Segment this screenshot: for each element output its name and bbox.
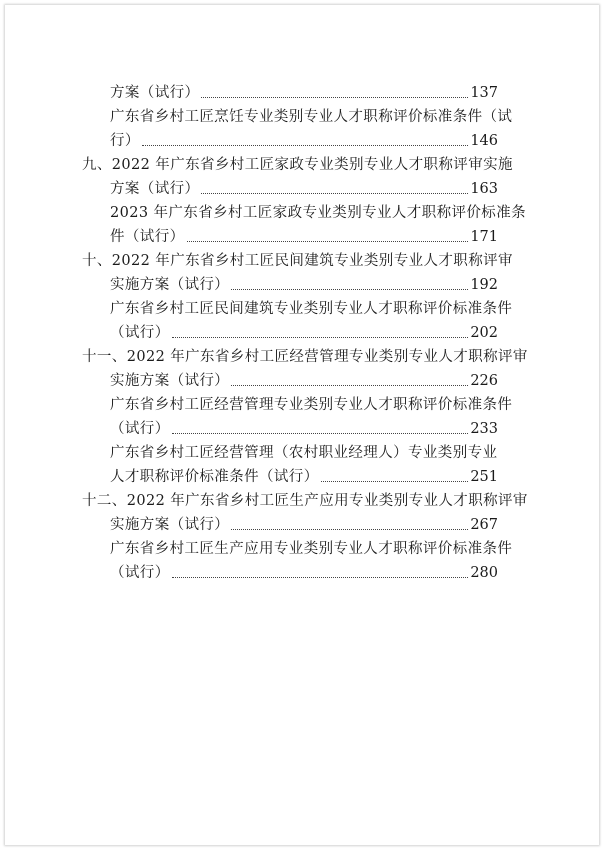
toc-entry-text: 十二、2022 年广东省乡村工匠生产应用专业类别专业人才职称评审 <box>82 493 528 509</box>
toc-entry-text: 方案（试行） <box>110 85 200 101</box>
toc-entry-text: 广东省乡村工匠经营管理（农村职业经理人）专业类别专业 <box>110 445 498 461</box>
toc-entry-line1[interactable] <box>82 486 528 510</box>
toc-entry-text: 十、2022 年广东省乡村工匠民间建筑专业类别专业人才职称评审 <box>82 253 513 269</box>
toc-leader-dots <box>172 337 469 338</box>
toc-leader-dots <box>321 481 469 482</box>
toc-entry-line1[interactable] <box>82 342 528 366</box>
toc-entry-text: 实施方案（试行） <box>110 517 230 533</box>
toc-page-number: 171 <box>470 229 498 245</box>
toc-entry-text: （试行） <box>110 325 170 341</box>
toc-page-number: 226 <box>470 373 498 389</box>
toc-entry-text: 行） <box>110 133 140 149</box>
toc-page-number: 146 <box>470 133 498 149</box>
toc-entry-text: （试行） <box>110 421 170 437</box>
toc-entry-text: 实施方案（试行） <box>110 373 230 389</box>
toc-entry-text: 广东省乡村工匠生产应用专业类别专业人才职称评价标准条件 <box>110 541 513 557</box>
toc-entry-continuation[interactable] <box>110 78 498 102</box>
document-page <box>5 5 599 845</box>
toc-leader-dots <box>172 577 469 578</box>
toc-leader-dots <box>201 97 468 98</box>
toc-entry-text: 方案（试行） <box>110 181 200 197</box>
toc-leader-dots <box>231 529 468 530</box>
toc-page-number: 251 <box>470 469 498 485</box>
toc-entry-line1[interactable] <box>82 246 513 270</box>
toc-entry-line2[interactable] <box>110 318 498 342</box>
toc-entry-line1[interactable] <box>82 150 513 174</box>
toc-page-number: 192 <box>470 277 498 293</box>
toc-entry-line2[interactable] <box>110 270 498 294</box>
toc-entry-text: （试行） <box>110 565 170 581</box>
toc-entry-line1[interactable] <box>110 438 497 462</box>
toc-entry-line1[interactable] <box>110 102 512 126</box>
toc-entry-line1[interactable] <box>110 390 512 414</box>
toc-page-number: 233 <box>470 421 498 437</box>
toc-page-number: 280 <box>470 565 498 581</box>
toc-leader-dots <box>187 241 469 242</box>
toc-leader-dots <box>231 289 468 290</box>
toc-entry-line2[interactable] <box>110 222 498 246</box>
toc-entry-text: 实施方案（试行） <box>110 277 230 293</box>
toc-entry-text: 十一、2022 年广东省乡村工匠经营管理专业类别专业人才职称评审 <box>82 349 528 365</box>
toc-leader-dots <box>142 145 469 146</box>
toc-entry-line2[interactable] <box>110 462 498 486</box>
toc-leader-dots <box>201 193 468 194</box>
toc-leader-dots <box>172 433 469 434</box>
toc-entry-line1[interactable] <box>110 294 512 318</box>
toc-entry-text: 2023 年广东省乡村工匠家政专业类别专业人才职称评价标准条 <box>110 205 527 221</box>
toc-entry-line2[interactable] <box>110 510 498 534</box>
toc-page-number: 137 <box>470 85 498 101</box>
toc-entry-text: 广东省乡村工匠民间建筑专业类别专业人才职称评价标准条件 <box>110 301 513 317</box>
toc-entry-text: 广东省乡村工匠烹饪专业类别专业人才职称评价标准条件（试 <box>110 109 513 125</box>
toc-entry-line1[interactable] <box>110 534 512 558</box>
toc-entry-text: 九、2022 年广东省乡村工匠家政专业类别专业人才职称评审实施 <box>82 157 513 173</box>
toc-page-number: 202 <box>470 325 498 341</box>
toc-entry-line2[interactable] <box>110 558 498 582</box>
toc-entry-line2[interactable] <box>110 414 498 438</box>
toc-entry-line2[interactable] <box>110 366 498 390</box>
toc-page-number: 267 <box>470 517 498 533</box>
toc-entry-text: 人才职称评价标准条件（试行） <box>110 469 319 485</box>
toc-entry-text: 广东省乡村工匠经营管理专业类别专业人才职称评价标准条件 <box>110 397 513 413</box>
toc-entry-line2[interactable] <box>110 126 498 150</box>
toc-leader-dots <box>231 385 468 386</box>
toc-entry-line2[interactable] <box>110 174 498 198</box>
toc-entry-line1[interactable] <box>110 198 526 222</box>
toc-page-number: 163 <box>470 181 498 197</box>
toc-entry-text: 件（试行） <box>110 229 185 245</box>
